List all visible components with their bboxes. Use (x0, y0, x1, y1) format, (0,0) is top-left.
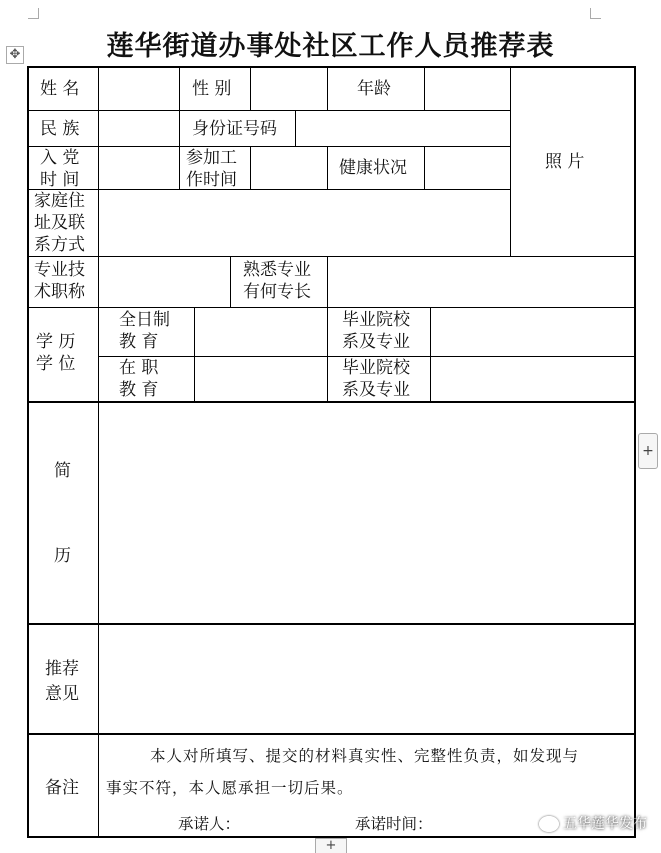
table-rule (250, 146, 251, 189)
table-rule (28, 146, 510, 147)
label-line: 入 党 (40, 148, 80, 168)
table-rule (230, 256, 231, 307)
label-age: 年龄 (357, 79, 391, 99)
table-border (634, 66, 636, 838)
label-line: 作时间 (186, 170, 237, 190)
table-border (27, 66, 29, 838)
table-border (27, 66, 636, 68)
label-id-number: 身份证号码 (192, 119, 277, 139)
label-school-parttime (342, 357, 410, 401)
table-rule (179, 67, 180, 110)
label-remarks: 备注 (45, 778, 79, 798)
label-education (36, 331, 75, 375)
table-rule (28, 189, 510, 190)
table-rule (28, 256, 634, 257)
label-line: 系及专业 (342, 332, 410, 352)
table-rule (430, 307, 431, 402)
promisor-label: 承诺人： (178, 815, 241, 833)
add-row-button[interactable] (315, 838, 347, 853)
table-rule (28, 623, 636, 625)
label-address (34, 190, 85, 256)
table-rule (295, 110, 296, 146)
label-school-fulltime (342, 309, 410, 353)
label-line: 毕业院校 (342, 358, 410, 378)
label-line: 学 位 (36, 354, 76, 374)
label-line: 系方式 (34, 235, 85, 255)
label-line: 专业技 (34, 260, 85, 280)
table-rule (28, 401, 636, 403)
label-resume-2: 历 (54, 546, 71, 566)
move-icon: ✥ (9, 47, 21, 62)
pledge-text-line-2: 事实不符，本人愿承担一切后果。 (106, 779, 354, 797)
label-line: 教 育 (119, 332, 159, 352)
label-line: 学 历 (36, 332, 76, 352)
table-rule (327, 256, 328, 307)
label-party-join (40, 147, 79, 191)
label-line: 毕业院校 (342, 310, 410, 330)
label-professional-title (34, 259, 85, 303)
label-parttime-education (119, 357, 158, 401)
label-line: 术职称 (34, 282, 85, 302)
label-line: 家庭住 (34, 191, 85, 211)
label-gender: 性 别 (192, 79, 232, 99)
page-corner-mark (28, 8, 39, 19)
watermark (539, 813, 647, 833)
wechat-icon (539, 816, 559, 832)
page-corner-mark (590, 8, 601, 19)
label-line: 意见 (45, 684, 79, 704)
label-ethnicity: 民 族 (40, 119, 80, 139)
table-rule (510, 67, 511, 257)
table-rule (327, 146, 328, 189)
table-rule (98, 256, 99, 307)
table-rule (327, 67, 328, 110)
pledge-text-line-1: 本人对所填写、提交的材料真实性、完整性负责，如发现与 (150, 747, 580, 765)
table-rule (424, 67, 425, 110)
plus-icon: + (642, 443, 654, 459)
label-expertise (243, 259, 311, 303)
table-rule (179, 110, 180, 146)
label-work-start (186, 147, 237, 191)
label-line: 时 间 (40, 170, 80, 190)
label-line: 参加工 (186, 148, 237, 168)
label-line: 熟悉专业 (243, 260, 311, 280)
table-rule (179, 146, 180, 189)
label-name: 姓 名 (40, 79, 80, 99)
table-rule (250, 67, 251, 110)
page-title: 莲华街道办事处社区工作人员推荐表 (106, 31, 555, 62)
label-line: 全日制 (119, 310, 170, 330)
table-rule (98, 307, 99, 837)
label-line: 有何专长 (243, 282, 311, 302)
label-line: 址及联 (34, 213, 85, 233)
label-line: 推荐 (45, 659, 79, 679)
label-health: 健康状况 (339, 158, 407, 178)
label-line: 在 职 (119, 358, 159, 378)
table-rule (98, 67, 99, 257)
table-rule (28, 110, 510, 111)
table-rule (327, 307, 328, 402)
label-fulltime-education (119, 309, 170, 353)
watermark-text: 五华莲华发布 (563, 816, 647, 832)
table-rule (28, 307, 634, 308)
table-rule (28, 733, 636, 735)
label-photo: 照 片 (545, 152, 585, 172)
label-line: 系及专业 (342, 380, 410, 400)
label-recommendation (45, 657, 79, 707)
table-rule (424, 146, 425, 189)
add-column-button[interactable] (638, 433, 658, 469)
label-resume-1: 简 (54, 461, 71, 481)
promise-time-label: 承诺时间： (355, 815, 433, 833)
label-line: 教 育 (119, 380, 159, 400)
table-rule (194, 307, 195, 402)
plus-icon: + (325, 838, 337, 853)
